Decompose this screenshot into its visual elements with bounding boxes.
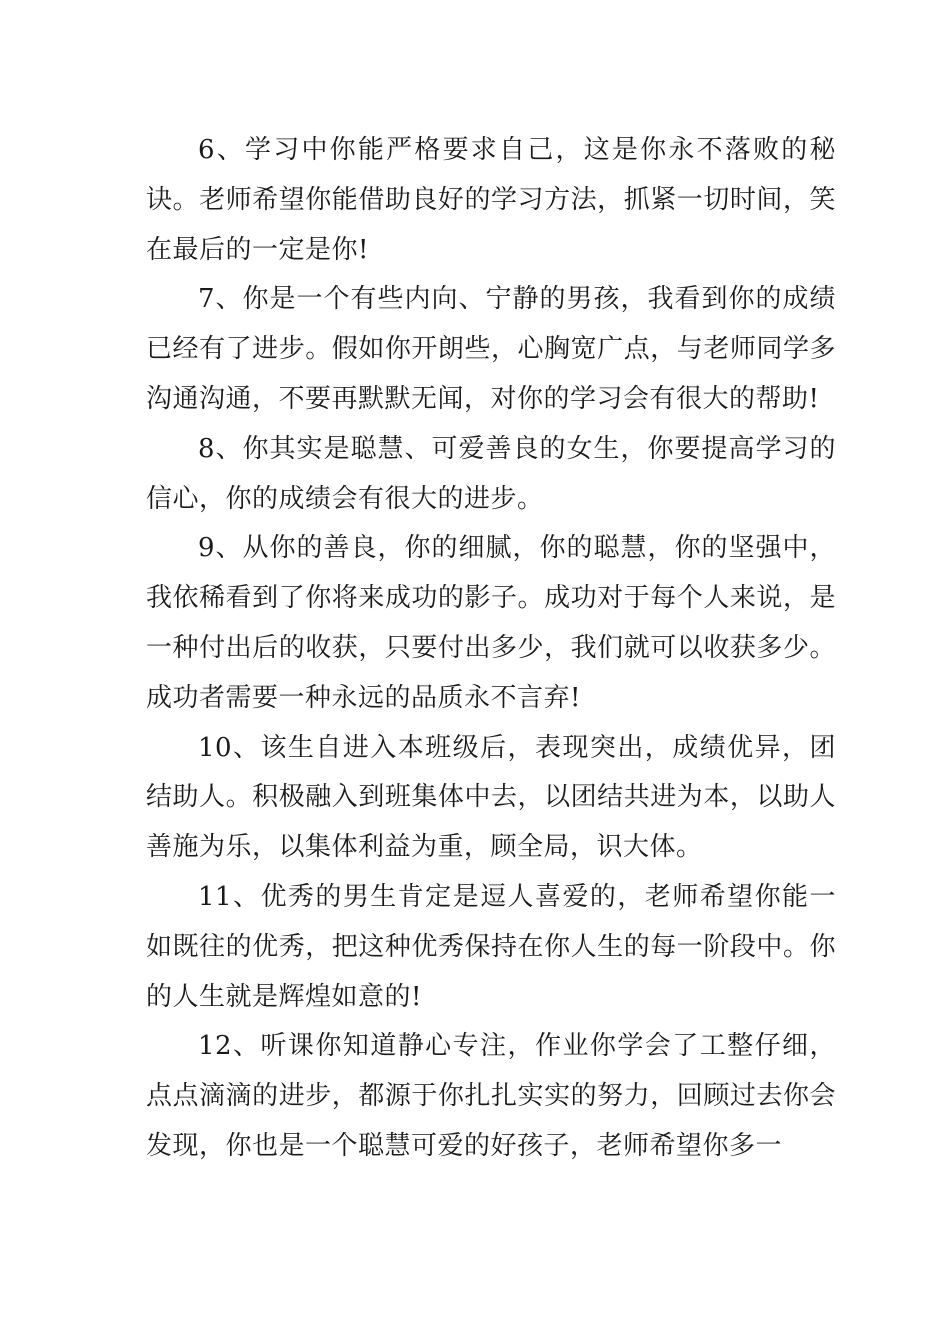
paragraph-6: 6、学习中你能严格要求自己，这是你永不落败的秘诀。老师希望你能借助良好的学习方法，抓紧一切时间，笑在最后的一定是你! <box>146 135 836 265</box>
paragraph-11: 11、优秀的男生肯定是逗人喜爱的，老师希望你能一如既往的优秀，把这种优秀保持在你人生的每一阶段中。你的人生就是辉煌如意的! <box>146 881 836 1012</box>
paragraph-8: 8、你其实是聪慧、可爱善良的女生，你要提高学习的信心，你的成绩会有很大的进步。 <box>146 433 836 514</box>
paragraph-10: 10、该生自进入本班级后，表现突出，成绩优异，团结助人。积极融入到班集体中去，以团结共进为本，以助人善施为乐，以集体利益为重，顾全局，识大体。 <box>146 732 836 863</box>
paragraph-7: 7、你是一个有些内向、宁静的男孩，我看到你的成绩已经有了进步。假如你开朗些，心胸宽广点，与老师同学多沟通沟通，不要再默默无闻，对你的学习会有很大的帮助! <box>146 284 836 414</box>
paragraph-9: 9、从你的善良，你的细腻，你的聪慧，你的坚强中，我依稀看到了你将来成功的影子。成功对于每个人来说，是一种付出后的收获，只要付出多少，我们就可以收获多少。成功者需要一种永远的品质永不言弃! <box>146 533 836 713</box>
paragraph-12: 12、听课你知道静心专注，作业你学会了工整仔细，点点滴滴的进步，都源于你扎扎实实的努力，回顾过去你会发现，你也是一个聪慧可爱的好孩子，老师希望你多一 <box>146 1031 836 1161</box>
document-body <box>146 126 836 1172</box>
